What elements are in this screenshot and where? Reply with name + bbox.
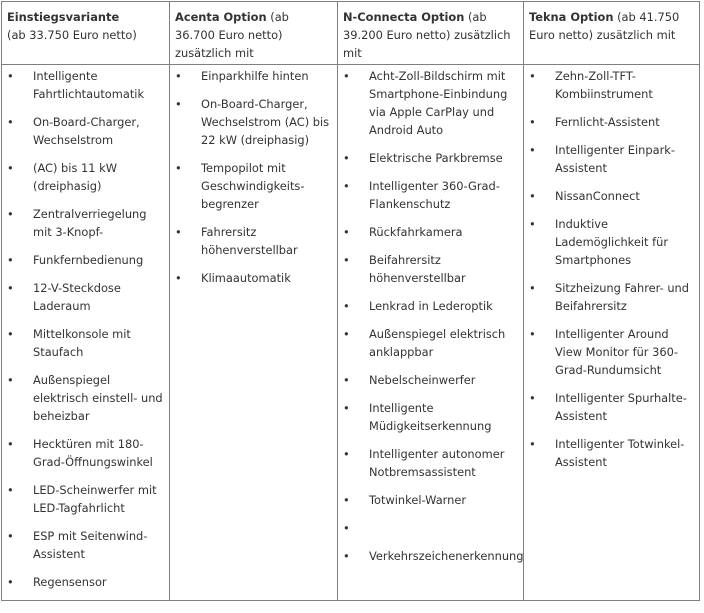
feature-item: • Zehn-Zoll-TFT-Kombiinstrument <box>529 67 695 103</box>
feature-item: • Nebelscheinwerfer <box>343 371 519 389</box>
column-header <box>338 2 524 65</box>
column-header <box>2 2 170 65</box>
feature-list <box>524 65 699 471</box>
feature-cell <box>524 65 700 601</box>
feature-item: • Intelligenter Totwinkel-Assistent <box>529 435 695 471</box>
column-title: N-Connecta Option <box>343 10 465 24</box>
feature-item: • Außenspiegel elektrisch anklappbar <box>343 325 519 361</box>
feature-item <box>343 519 519 537</box>
column-title: Einstiegsvariante <box>7 10 120 24</box>
feature-cell <box>338 65 524 601</box>
feature-item: • Fernlicht-Assistent <box>529 113 695 131</box>
feature-item: • Verkehrszeichenerkennung <box>343 547 519 565</box>
feature-item: • Acht-Zoll-Bildschirm mit Smartphone-Einbindung via Apple CarPlay und Android Auto <box>343 67 519 139</box>
column-subtitle: (ab 41.750 Euro netto) zusätzlich mit <box>529 10 680 42</box>
feature-item: • Tempopilot mit Geschwindigkeits-begrenzer <box>175 159 333 213</box>
feature-cell <box>170 65 338 601</box>
feature-item: • (AC) bis 11 kW (dreiphasig) <box>7 159 165 195</box>
feature-item: • NissanConnect <box>529 187 695 205</box>
feature-item: • Elektrische Parkbremse <box>343 149 519 167</box>
feature-item: • Totwinkel-Warner <box>343 491 519 509</box>
column-subtitle: (ab 36.700 Euro netto) zusätzlich mit <box>175 10 289 60</box>
feature-item: • Zentralverriegelung mit 3-Knopf- <box>7 205 165 241</box>
column-title: Acenta Option <box>175 10 267 24</box>
feature-list <box>338 65 523 565</box>
feature-item: • Lenkrad in Lederoptik <box>343 297 519 315</box>
feature-item: • Intelligenter Around View Monitor für 360-Grad-Rundumsicht <box>529 325 695 379</box>
header-row <box>2 2 700 65</box>
feature-item: • Beifahrersitz höhenverstellbar <box>343 251 519 287</box>
feature-item: • Rückfahrkamera <box>343 223 519 241</box>
feature-item: • Außenspiegel elektrisch einstell- und beheizbar <box>7 371 165 425</box>
feature-list <box>170 65 337 287</box>
features-row <box>2 65 700 601</box>
feature-item: • Intelligente Müdigkeitserkennung <box>343 399 519 435</box>
feature-item: • Intelligenter 360-Grad-Flankenschutz <box>343 177 519 213</box>
feature-item: • Induktive Lademöglichkeit für Smartphones <box>529 215 695 269</box>
feature-item: • On-Board-Charger, Wechselstrom (AC) bis 22 kW (dreiphasig) <box>175 95 333 149</box>
feature-item: • 12-V-Steckdose Laderaum <box>7 279 165 315</box>
column-subtitle: (ab 39.200 Euro netto) zusätzlich mit <box>343 10 511 60</box>
column-title: Tekna Option <box>529 10 614 24</box>
feature-item: • On-Board-Charger, Wechselstrom <box>7 113 165 149</box>
feature-item: • Intelligenter Einpark-Assistent <box>529 141 695 177</box>
feature-item: • Hecktüren mit 180-Grad-Öffnungswinkel <box>7 435 165 471</box>
feature-item: • Sitzheizung Fahrer- und Beifahrersitz <box>529 279 695 315</box>
feature-item: • Mittelkonsole mit Staufach <box>7 325 165 361</box>
feature-item: • Regensensor <box>7 573 165 591</box>
feature-item: • LED-Scheinwerfer mit LED-Tagfahrlicht <box>7 481 165 517</box>
feature-item: • Intelligente Fahrtlichtautomatik <box>7 67 165 103</box>
column-subtitle: (ab 33.750 Euro netto) <box>7 28 137 42</box>
column-header <box>524 2 700 65</box>
feature-list <box>2 65 169 591</box>
feature-item: • Funkfernbedienung <box>7 251 165 269</box>
column-header <box>170 2 338 65</box>
feature-item: • Einparkhilfe hinten <box>175 67 333 85</box>
feature-item: • Fahrersitz höhenverstellbar <box>175 223 333 259</box>
feature-item: • ESP mit Seitenwind-Assistent <box>7 527 165 563</box>
feature-item: • Klimaautomatik <box>175 269 333 287</box>
feature-item: • Intelligenter Spurhalte-Assistent <box>529 389 695 425</box>
feature-item: • Intelligenter autonomer Notbremsassistent <box>343 445 519 481</box>
trim-comparison-table <box>1 1 700 601</box>
feature-cell <box>2 65 170 601</box>
